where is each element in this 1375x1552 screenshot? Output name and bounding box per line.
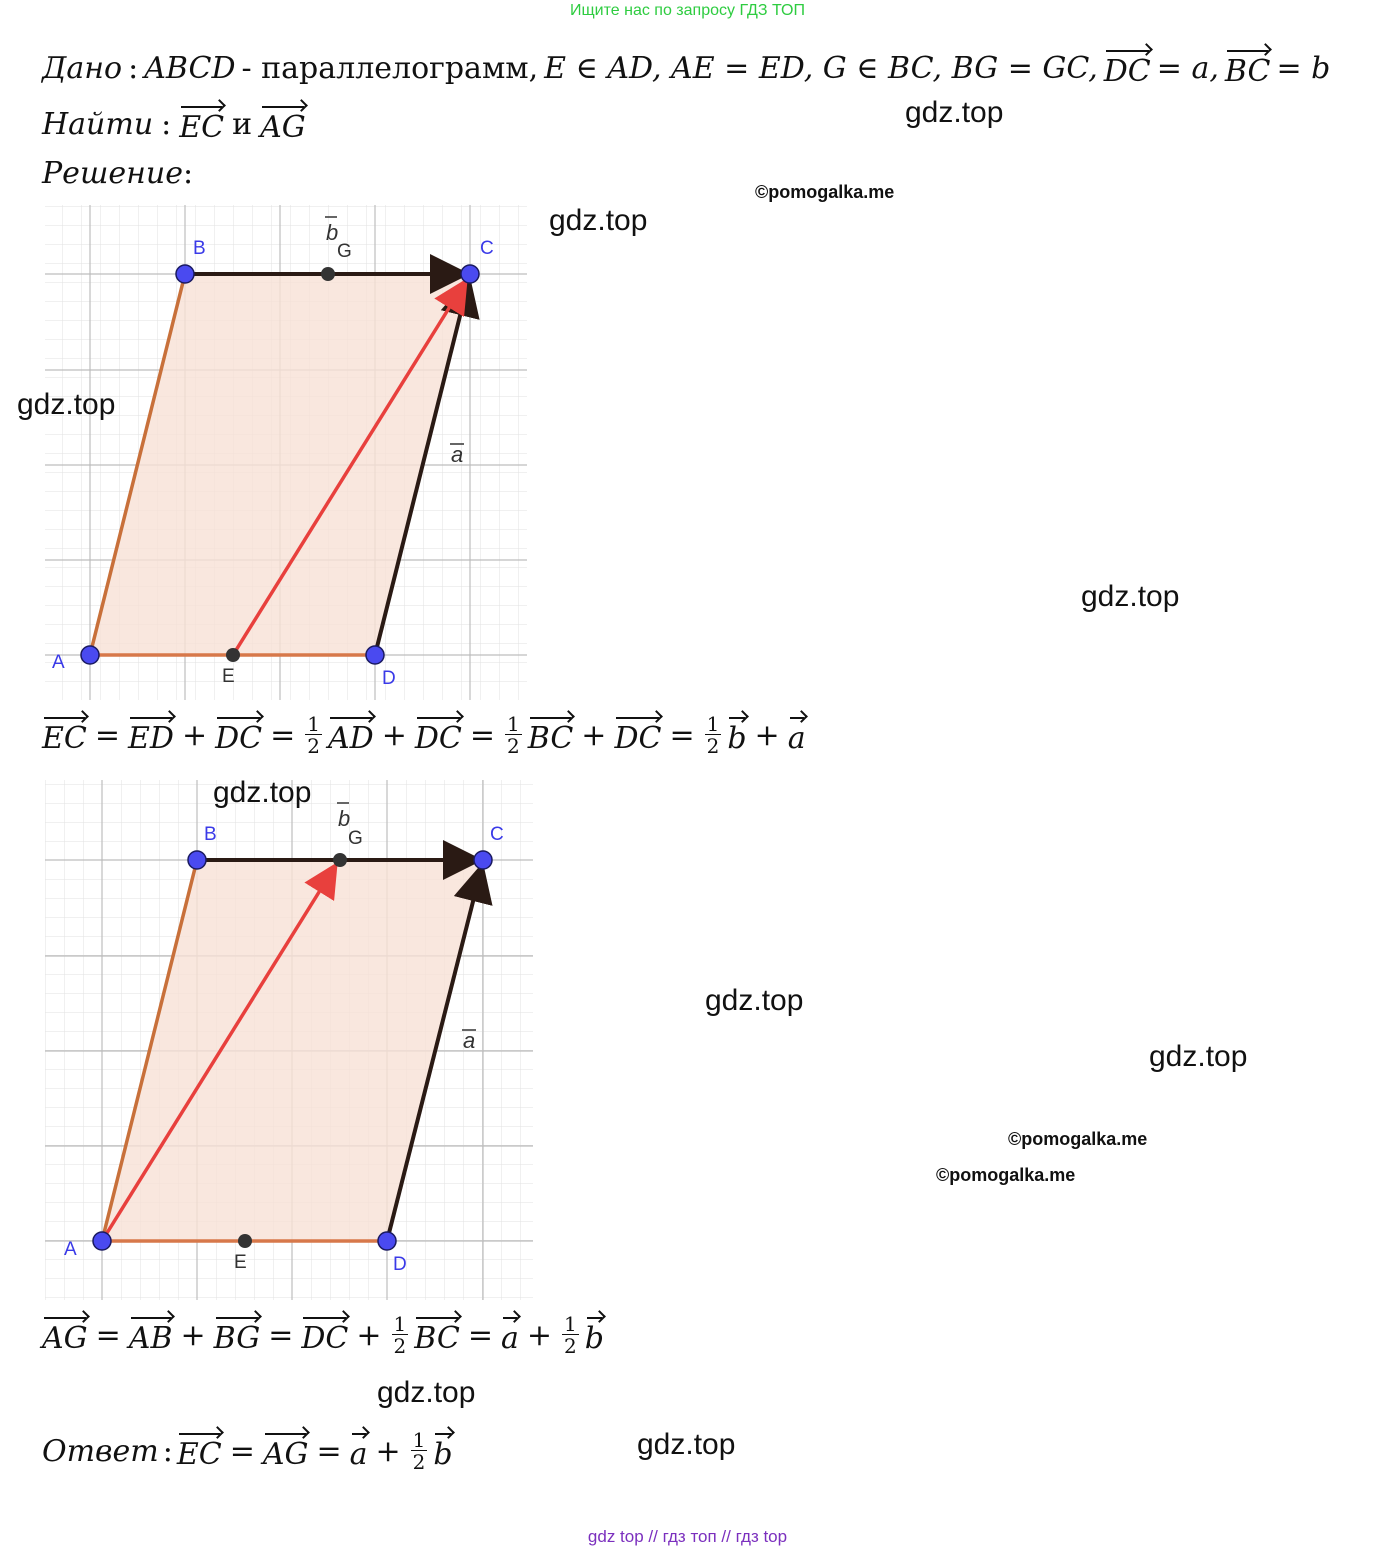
answer-op: = [316, 1433, 342, 1469]
given-line: Дано : ABCD - параллелограмм, E ∈ AD, AE = ED, G ∈ BC, BG = GC, DC = a, BC = b [42, 48, 1330, 89]
watermark-gdz: gdz.top [1081, 580, 1180, 613]
given-vec-dc: DC [1104, 48, 1151, 89]
eq2-term-ab: AB [129, 1315, 173, 1356]
label-g: G [337, 241, 352, 262]
eq2-op: = [268, 1317, 294, 1353]
label-vec-a: a [451, 442, 464, 467]
watermark-gdz: gdz.top [549, 204, 648, 237]
footer-links[interactable]: gdz top // гдз топ // гдз top [587, 1527, 788, 1546]
answer-line: Ответ : EC = AG = a + $\frac{1}{2}$ b [42, 1428, 453, 1474]
eq1-op: + [381, 717, 407, 753]
label-d: D [393, 1254, 407, 1275]
find-label: Найти [42, 107, 154, 142]
label-a: A [52, 652, 65, 673]
given-parallelogram: - параллелограмм, [241, 51, 539, 86]
point-d [366, 646, 384, 664]
watermark-gdz: gdz.top [213, 776, 312, 809]
label-e: E [222, 666, 235, 687]
given-eq-b: = b [1276, 51, 1331, 86]
equation-ag [42, 1314, 604, 1356]
eq2-term-bc: BC [414, 1315, 460, 1356]
label-a: A [64, 1239, 77, 1260]
watermark-gdz: gdz.top [1149, 1040, 1248, 1073]
eq1-term-dc: DC [215, 715, 262, 756]
eq1-op: + [181, 717, 208, 753]
point-d [378, 1232, 396, 1250]
find-line: Найти : EC и AG [42, 104, 306, 145]
eq1-fraction: $\frac{1}{2}$ [507, 712, 520, 758]
eq2-fraction: $\frac{1}{2}$ [393, 1312, 407, 1358]
label-g: G [348, 828, 363, 849]
eq2-op: + [526, 1317, 552, 1353]
label-b: B [204, 824, 217, 845]
eq2-term-ag: AG [42, 1315, 88, 1356]
eq1-term-bc: BC [528, 715, 574, 756]
point-c [474, 851, 492, 869]
answer-op: + [375, 1433, 401, 1469]
solution-label: Решение: [42, 156, 194, 191]
find-and: и [232, 107, 253, 142]
eq1-term-a: a [788, 715, 806, 756]
watermark-pomogalka: ©pomogalka.me [1008, 1129, 1148, 1149]
point-c [461, 265, 479, 283]
given-vec-bc: BC [1225, 48, 1271, 89]
eq2-op: + [180, 1317, 206, 1353]
given-eq-a: = a, [1156, 51, 1219, 86]
label-vec-b: b [338, 806, 351, 831]
eq1-op: = [94, 717, 120, 753]
eq2-term-a: a [501, 1315, 519, 1356]
eq1-fraction: $\frac{1}{2}$ [706, 712, 720, 758]
eq2-term-b: b [585, 1315, 604, 1356]
eq2-op: = [467, 1317, 493, 1353]
point-a [93, 1232, 111, 1250]
point-b [176, 265, 194, 283]
label-b: B [193, 238, 206, 259]
given-label: Дано [42, 51, 123, 86]
top-banner[interactable]: Ищите нас по запросу ГДЗ ТОП [570, 2, 805, 19]
eq2-op: + [356, 1317, 382, 1353]
watermark-gdz: gdz.top [705, 984, 804, 1017]
eq1-term-ec: EC [42, 715, 87, 756]
point-e [226, 648, 240, 662]
answer-label: Ответ [42, 1433, 159, 1469]
label-vec-a: a [463, 1028, 476, 1053]
answer-term-a: a [350, 1431, 368, 1472]
eq1-term-dc: DC [614, 715, 661, 756]
given-abcd: ABCD [144, 51, 236, 86]
answer-op: = [229, 1433, 255, 1469]
label-vec-b: b [326, 220, 339, 245]
eq1-op: = [669, 717, 695, 753]
answer-fraction: $\frac{1}{2}$ [412, 1428, 426, 1474]
point-b [188, 851, 206, 869]
answer-term-b: b [433, 1431, 452, 1472]
eq2-fraction: $\frac{1}{2}$ [563, 1312, 577, 1358]
point-a [81, 646, 99, 664]
eq1-term-ed: ED [128, 715, 174, 756]
watermark-gdz: gdz.top [905, 96, 1004, 129]
point-e [238, 1234, 252, 1248]
figure-2 [40, 780, 540, 1305]
given-conditions: E ∈ AD, AE = ED, G ∈ BC, BG = GC, [544, 51, 1098, 86]
watermark-gdz: gdz.top [377, 1376, 476, 1409]
eq2-term-bg: BG [214, 1315, 261, 1356]
eq1-term-b: b [727, 715, 746, 756]
eq1-fraction: $\frac{1}{2}$ [307, 712, 320, 758]
label-e: E [234, 1252, 247, 1273]
label-c: C [490, 824, 504, 845]
eq1-op: = [270, 717, 296, 753]
equation-ec [42, 714, 806, 756]
eq1-op: + [581, 717, 607, 753]
figure-1 [40, 200, 530, 700]
label-d: D [382, 668, 396, 689]
watermark-pomogalka: ©pomogalka.me [755, 182, 895, 202]
answer-term-ec: EC [177, 1431, 222, 1472]
label-c: C [480, 238, 494, 259]
watermark-gdz: gdz.top [637, 1428, 736, 1461]
find-vec-ec: EC [179, 104, 224, 145]
point-g [333, 853, 347, 867]
eq1-term-dc: DC [415, 715, 462, 756]
watermark-pomogalka: ©pomogalka.me [936, 1165, 1076, 1185]
eq1-op: = [469, 717, 495, 753]
point-g [321, 267, 335, 281]
answer-term-ag: AG [263, 1431, 309, 1472]
find-vec-ag: AG [260, 104, 306, 145]
eq2-op: = [95, 1317, 121, 1353]
eq2-term-dc: DC [301, 1315, 348, 1356]
eq1-op: + [754, 717, 780, 753]
watermark-gdz: gdz.top [17, 388, 116, 421]
eq1-term-ad: AD [328, 715, 374, 756]
